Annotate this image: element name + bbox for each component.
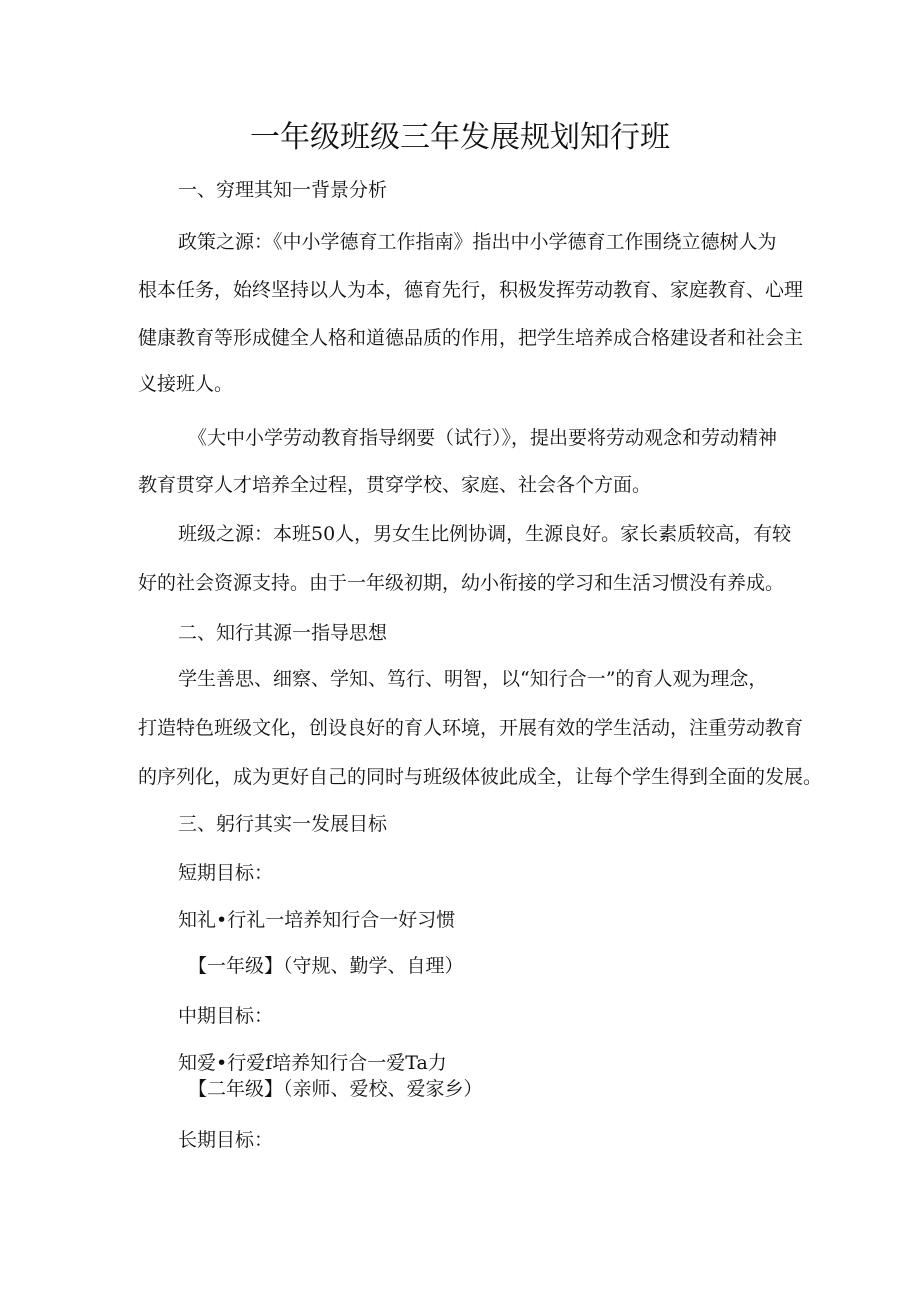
paragraph-line: 健康教育等形成健全人格和道德品质的作用，把学生培养成合格建设者和社会主 <box>138 327 804 349</box>
grade-item: 【一年级】（守规、勤学、自理） <box>188 955 464 977</box>
paragraph-line: 教育贯穿人才培养全过程，贯穿学校、家庭、社会各个方面。 <box>138 474 652 496</box>
goal-label-short: 短期目标： <box>178 862 274 884</box>
section-heading-2: 二、知行其源一指导思想 <box>178 622 388 644</box>
paragraph-line: 学生善思、细察、学知、笃行、明智，以“知行合一”的育人观为理念， <box>178 668 768 690</box>
paragraph-line: 根本任务，始终坚持以人为本，德育先行，积极发挥劳动教育、家庭教育、心理 <box>138 279 804 301</box>
goal-label-long: 长期目标： <box>178 1129 274 1151</box>
section-heading-1: 一、穷理其知一背景分析 <box>178 179 388 201</box>
grade-item: 【二年级】（亲师、爱校、爱家乡） <box>188 1078 483 1100</box>
paragraph-line: 好的社会资源支持。由于一年级初期，幼小衔接的学习和生活习惯没有养成。 <box>138 572 785 594</box>
paragraph-line: 打造特色班级文化，创设良好的育人环境，开展有效的学生活动，注重劳动教育 <box>138 717 804 739</box>
paragraph-line: 政策之源：《中小学德育工作指南》指出中小学德育工作围绕立德树人为 <box>178 231 777 253</box>
paragraph-line: 义接班人。 <box>138 373 234 395</box>
paragraph-line: 的序列化，成为更好自己的同时与班级体彼此成全，让每个学生得到全面的发展。 <box>138 766 823 788</box>
section-heading-3: 三、躬行其实一发展目标 <box>178 813 388 835</box>
paragraph-line: 《大中小学劳动教育指导纲要（试行）》，提出要将劳动观念和劳动精神 <box>188 427 778 449</box>
goal-item: 知爱•行爱f培养知行合一爱Ta力 <box>178 1052 447 1074</box>
paragraph-line: 班级之源：本班50人，男女生比例协调，生源良好。家长素质较高，有较 <box>178 523 792 545</box>
document-title: 一年级班级三年发展规划知行班 <box>250 120 670 155</box>
goal-label-mid: 中期目标： <box>178 1005 274 1027</box>
goal-item: 知礼•行礼一培养知行合一好习惯 <box>178 909 456 931</box>
